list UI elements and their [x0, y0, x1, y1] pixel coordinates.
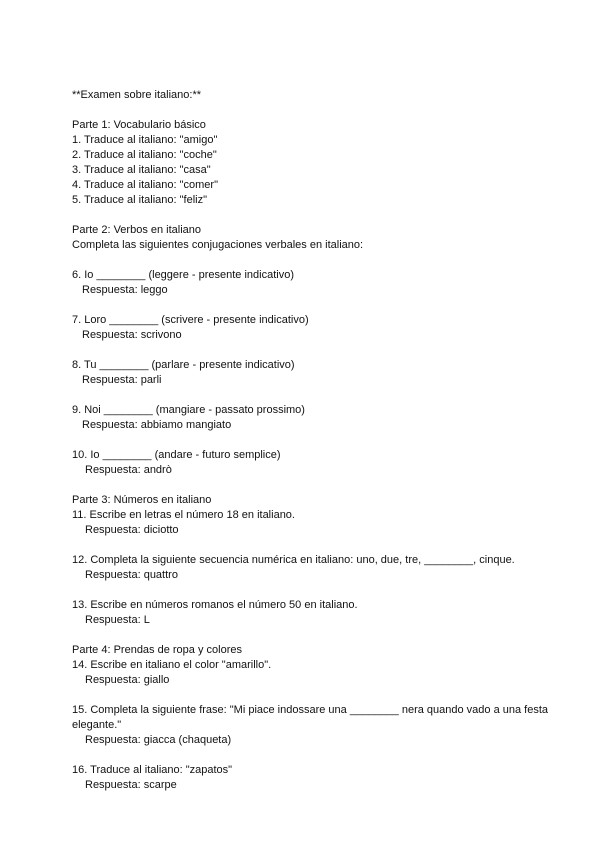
part1-item: 3. Traduce al italiano: "casa"	[72, 164, 211, 176]
question-text: 16. Traduce al italiano: "zapatos"	[72, 764, 233, 776]
question-text: 15. Completa la siguiente frase: "Mi piace indossare una ________ nera quando vado a una festa elegante."	[72, 704, 549, 731]
answer-text: Respuesta: abbiamo mangiato	[82, 419, 232, 431]
part1-item: 5. Traduce al italiano: "feliz"	[72, 194, 207, 206]
part1-item: 1. Traduce al italiano: "amigo"	[72, 134, 218, 146]
question-text: 13. Escribe en números romanos el número 50 en italiano.	[72, 599, 358, 611]
exam-document	[72, 88, 562, 793]
question-text: 11. Escribe en letras el número 18 en italiano.	[72, 509, 295, 521]
answer-text: Respuesta: andrò	[85, 464, 172, 476]
question-text: 10. Io ________ (andare - futuro semplice)	[72, 449, 281, 461]
part1-heading: Parte 1: Vocabulario básico	[72, 119, 206, 131]
answer-text: Respuesta: giacca (chaqueta)	[85, 734, 232, 746]
question-text: 12. Completa la siguiente secuencia numérica en italiano: uno, due, tre, ________, cinque.	[72, 554, 515, 566]
answer-text: Respuesta: scrivono	[82, 329, 182, 341]
part2-heading: Parte 2: Verbos en italiano	[72, 224, 202, 236]
part2-instructions: Completa las siguientes conjugaciones verbales en italiano:	[72, 239, 364, 251]
part3-heading: Parte 3: Números en italiano	[72, 494, 212, 506]
part1-item: 2. Traduce al italiano: "coche"	[72, 149, 217, 161]
question-text: 14. Escribe en italiano el color "amarillo".	[72, 659, 272, 671]
answer-text: Respuesta: leggo	[82, 284, 168, 296]
answer-text: Respuesta: scarpe	[85, 779, 177, 791]
answer-text: Respuesta: giallo	[85, 674, 170, 686]
exam-title: **Examen sobre italiano:**	[72, 89, 202, 101]
question-text: 6. Io ________ (leggere - presente indicativo)	[72, 269, 294, 281]
part4-heading: Parte 4: Prendas de ropa y colores	[72, 644, 242, 656]
answer-text: Respuesta: diciotto	[85, 524, 179, 536]
question-text: 7. Loro ________ (scrivere - presente indicativo)	[72, 314, 309, 326]
question-text: 9. Noi ________ (mangiare - passato prossimo)	[72, 404, 305, 416]
part1-item: 4. Traduce al italiano: "comer"	[72, 179, 218, 191]
question-text: 8. Tu ________ (parlare - presente indicativo)	[72, 359, 295, 371]
answer-text: Respuesta: L	[85, 614, 150, 626]
answer-text: Respuesta: quattro	[85, 569, 178, 581]
answer-text: Respuesta: parli	[82, 374, 162, 386]
